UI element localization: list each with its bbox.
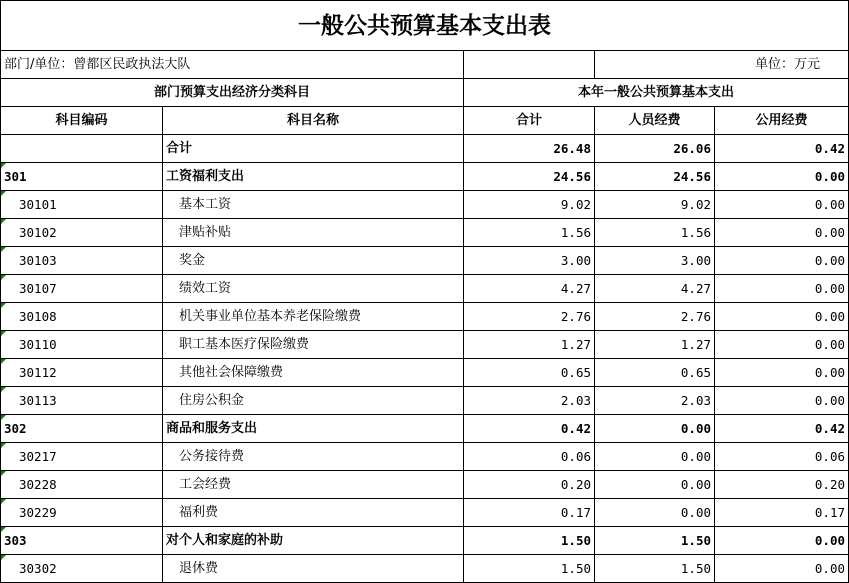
- total-cell: 0.17: [464, 499, 595, 527]
- personnel-cell: 3.00: [595, 247, 715, 275]
- personnel-cell: 26.06: [595, 135, 715, 163]
- code-cell: 30103: [1, 247, 163, 275]
- public-cell: 0.00: [715, 303, 849, 331]
- name-cell: 退休费: [163, 555, 464, 583]
- total-cell: 2.76: [464, 303, 595, 331]
- header-public: 公用经费: [715, 107, 849, 135]
- personnel-cell: 0.00: [595, 499, 715, 527]
- code-cell: 30228: [1, 471, 163, 499]
- personnel-cell: 0.00: [595, 443, 715, 471]
- code-cell: 30101: [1, 191, 163, 219]
- unit-label: 单位：万元: [595, 51, 849, 79]
- name-cell: 津贴补贴: [163, 219, 464, 247]
- total-cell: 0.20: [464, 471, 595, 499]
- code-cell: 30302: [1, 555, 163, 583]
- public-cell: 0.00: [715, 219, 849, 247]
- header-code: 科目编码: [1, 107, 163, 135]
- total-cell: 26.48: [464, 135, 595, 163]
- public-cell: 0.17: [715, 499, 849, 527]
- name-cell: 工资福利支出: [163, 163, 464, 191]
- public-cell: 0.00: [715, 275, 849, 303]
- table-row: [1, 331, 849, 359]
- header-group-economic-class: 部门预算支出经济分类科目: [1, 79, 464, 107]
- code-cell: 30108: [1, 303, 163, 331]
- total-cell: 1.56: [464, 219, 595, 247]
- table-row: [1, 247, 849, 275]
- personnel-cell: 24.56: [595, 163, 715, 191]
- table-row: [1, 499, 849, 527]
- public-cell: 0.00: [715, 555, 849, 583]
- table-title: 一般公共预算基本支出表: [1, 1, 849, 51]
- code-cell: 30102: [1, 219, 163, 247]
- name-cell: 绩效工资: [163, 275, 464, 303]
- info-blank-cell: [464, 51, 595, 79]
- table-row: [1, 219, 849, 247]
- public-cell: 0.00: [715, 387, 849, 415]
- total-cell: 0.42: [464, 415, 595, 443]
- code-cell: 302: [1, 415, 163, 443]
- name-cell: 住房公积金: [163, 387, 464, 415]
- table-row: [1, 555, 849, 583]
- name-cell: 职工基本医疗保险缴费: [163, 331, 464, 359]
- personnel-cell: 0.00: [595, 471, 715, 499]
- total-cell: 0.06: [464, 443, 595, 471]
- department-label: 部门/单位：曾都区民政执法大队: [1, 51, 464, 79]
- personnel-cell: 4.27: [595, 275, 715, 303]
- table-row: [1, 135, 849, 163]
- public-cell: 0.00: [715, 527, 849, 555]
- public-cell: 0.00: [715, 163, 849, 191]
- code-cell: 301: [1, 163, 163, 191]
- personnel-cell: 1.50: [595, 527, 715, 555]
- name-cell: 合计: [163, 135, 464, 163]
- total-cell: 4.27: [464, 275, 595, 303]
- header-name: 科目名称: [163, 107, 464, 135]
- header-personnel: 人员经费: [595, 107, 715, 135]
- total-cell: 1.27: [464, 331, 595, 359]
- total-cell: 2.03: [464, 387, 595, 415]
- table-row: [1, 443, 849, 471]
- public-cell: 0.06: [715, 443, 849, 471]
- public-cell: 0.42: [715, 135, 849, 163]
- personnel-cell: 1.56: [595, 219, 715, 247]
- code-cell: 30229: [1, 499, 163, 527]
- name-cell: 对个人和家庭的补助: [163, 527, 464, 555]
- name-cell: 其他社会保障缴费: [163, 359, 464, 387]
- personnel-cell: 2.76: [595, 303, 715, 331]
- total-cell: 0.65: [464, 359, 595, 387]
- header-total: 合计: [464, 107, 595, 135]
- name-cell: 福利费: [163, 499, 464, 527]
- personnel-cell: 2.03: [595, 387, 715, 415]
- personnel-cell: 1.50: [595, 555, 715, 583]
- public-cell: 0.00: [715, 331, 849, 359]
- public-cell: 0.00: [715, 359, 849, 387]
- personnel-cell: 9.02: [595, 191, 715, 219]
- total-cell: 9.02: [464, 191, 595, 219]
- personnel-cell: 1.27: [595, 331, 715, 359]
- code-cell: 303: [1, 527, 163, 555]
- code-cell: 30217: [1, 443, 163, 471]
- table-row: [1, 387, 849, 415]
- code-cell: 30110: [1, 331, 163, 359]
- public-cell: 0.00: [715, 247, 849, 275]
- table-row: [1, 303, 849, 331]
- table-row: [1, 527, 849, 555]
- personnel-cell: 0.00: [595, 415, 715, 443]
- total-cell: 1.50: [464, 527, 595, 555]
- total-cell: 24.56: [464, 163, 595, 191]
- table-row: [1, 415, 849, 443]
- code-cell: 30112: [1, 359, 163, 387]
- code-cell: [1, 135, 163, 163]
- public-cell: 0.42: [715, 415, 849, 443]
- table-row: [1, 275, 849, 303]
- table-row: [1, 359, 849, 387]
- total-cell: 1.50: [464, 555, 595, 583]
- name-cell: 机关事业单位基本养老保险缴费: [163, 303, 464, 331]
- table-row: [1, 471, 849, 499]
- public-cell: 0.00: [715, 191, 849, 219]
- name-cell: 公务接待费: [163, 443, 464, 471]
- name-cell: 基本工资: [163, 191, 464, 219]
- code-cell: 30107: [1, 275, 163, 303]
- name-cell: 奖金: [163, 247, 464, 275]
- header-group-basic-expenditure: 本年一般公共预算基本支出: [464, 79, 849, 107]
- table-row: [1, 191, 849, 219]
- name-cell: 工会经费: [163, 471, 464, 499]
- code-cell: 30113: [1, 387, 163, 415]
- table-row: [1, 163, 849, 191]
- personnel-cell: 0.65: [595, 359, 715, 387]
- public-cell: 0.20: [715, 471, 849, 499]
- total-cell: 3.00: [464, 247, 595, 275]
- name-cell: 商品和服务支出: [163, 415, 464, 443]
